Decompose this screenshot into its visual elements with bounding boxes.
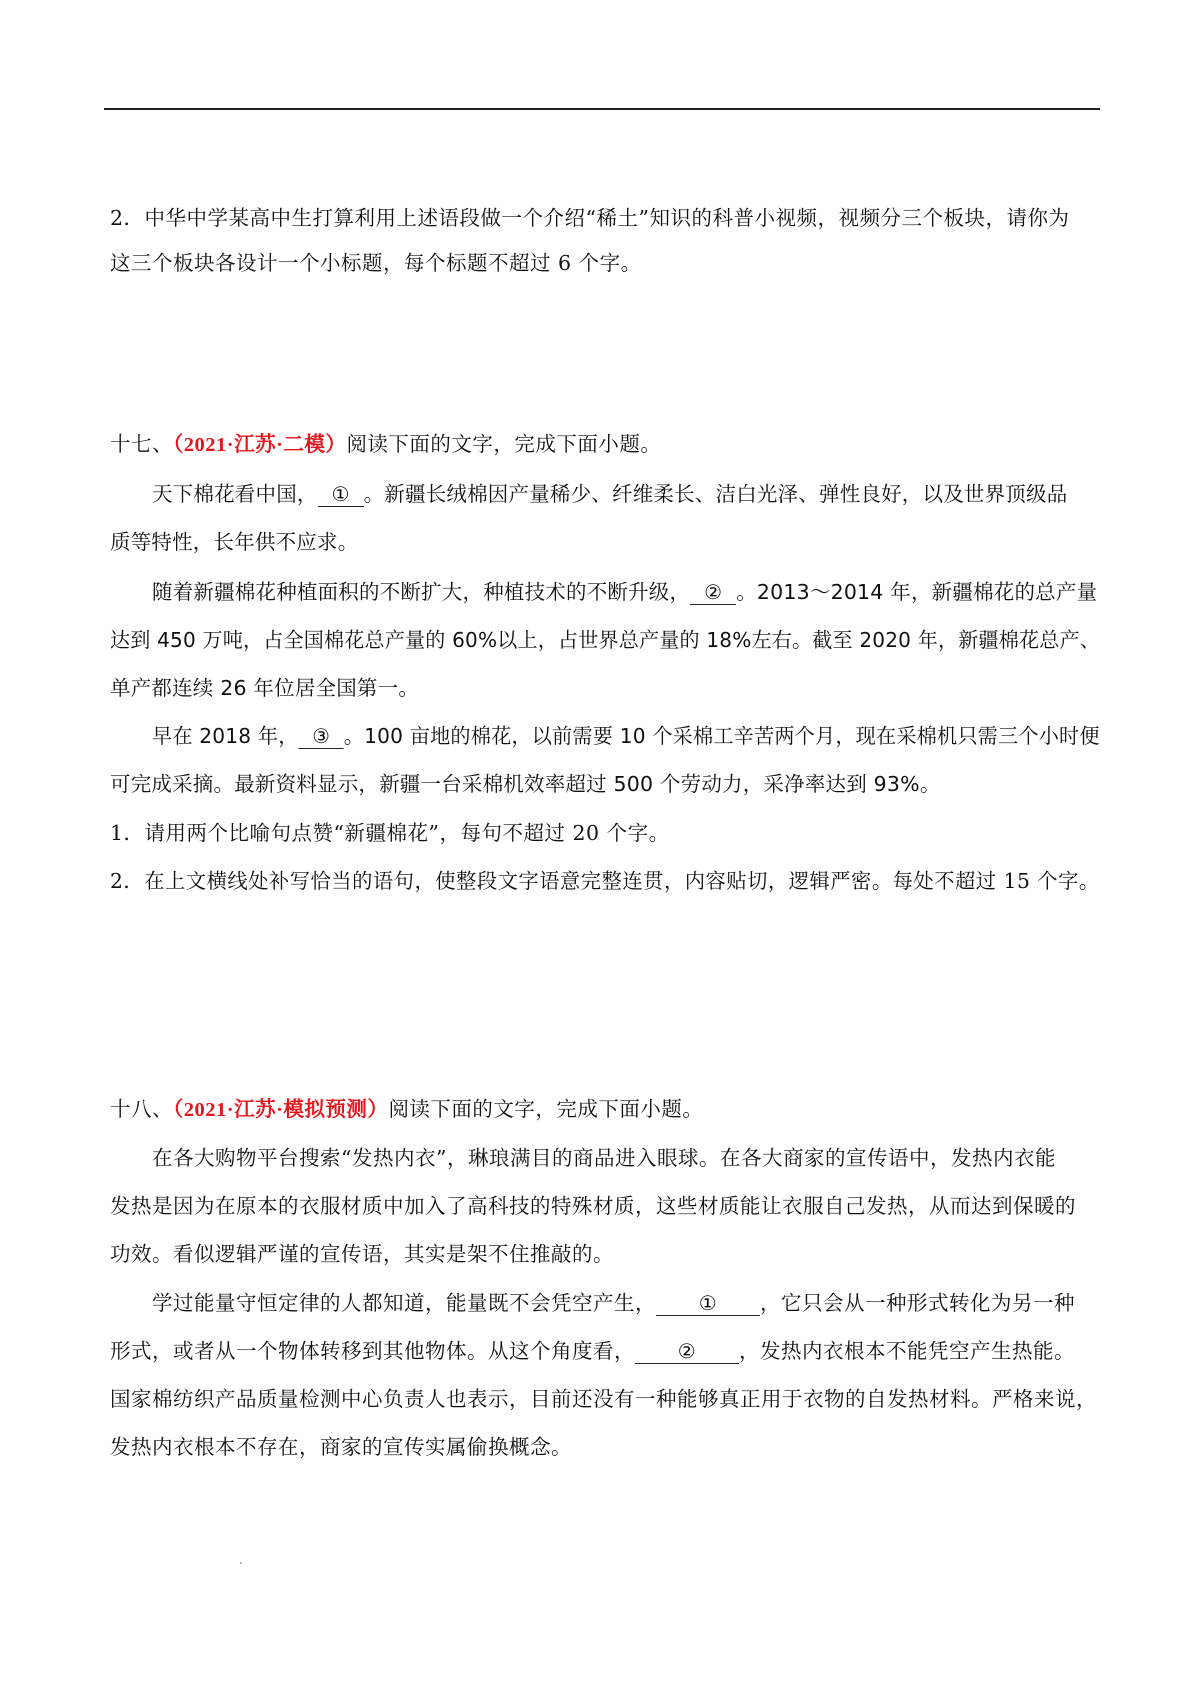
text-run: 学过能量守恒定律的人都知道，能量既不会凭空产生， <box>152 1291 656 1315</box>
header-rule <box>104 108 1100 110</box>
text-run: 形式，或者从一个物体转移到其他物体。从这个角度看， <box>110 1339 635 1363</box>
section-18-paragraph-2-line-1 <box>152 1288 1075 1318</box>
section-17-paragraph-1-line-1 <box>152 479 1067 509</box>
section-17-paragraph-3-line-2: 可完成采摘。最新资料显示，新疆一台采棉机效率超过 500 个劳动力，采净率达到 93%。 <box>110 772 941 796</box>
blank-2: ② <box>690 580 736 605</box>
text-run: 。100 亩地的棉花，以前需要 10 个采棉工辛苦两个月，现在采棉机只需三个小时便 <box>343 724 1100 748</box>
section-17-paragraph-2-line-2: 达到 450 万吨，占全国棉花总产量的 60%以上，占世界总产量的 18%左右。截至 2020 年，新疆棉花总产、 <box>110 628 1100 652</box>
section-17-instruction: 阅读下面的文字，完成下面小题。 <box>346 432 662 456</box>
page-speck <box>240 1562 242 1564</box>
section-18-paragraph-2-line-2 <box>110 1336 1075 1366</box>
text-run: 。新疆长绒棉因产量稀少、纤维柔长、洁白光泽、弹性良好，以及世界顶级品 <box>363 482 1068 506</box>
text-run: 随着新疆棉花种植面积的不断扩大，种植技术的不断升级， <box>152 580 691 604</box>
prev-question-2-line-1: 2．中华中学某高中生打算利用上述语段做一个介绍“稀土”知识的科普小视频，视频分三个板块，请你为 <box>110 206 1070 230</box>
section-18-paragraph-1-line-1: 在各大购物平台搜索“发热内衣”，琳琅满目的商品进入眼球。在各大商家的宣传语中，发热内衣能 <box>152 1146 1056 1170</box>
section-17-paragraph-2-line-3: 单产都连续 26 年位居全国第一。 <box>110 676 420 700</box>
text-run: 早在 2018 年， <box>152 724 299 748</box>
section-18-paragraph-2-line-4: 发热内衣根本不存在，商家的宣传实属偷换概念。 <box>110 1435 572 1459</box>
text-run: 。2013～2014 年，新疆棉花的总产量 <box>736 580 1098 604</box>
blank-2: ② <box>635 1339 739 1364</box>
text-run: ，发热内衣根本不能凭空产生热能。 <box>739 1339 1075 1363</box>
blank-1: ① <box>318 482 364 507</box>
blank-1: ① <box>656 1291 760 1316</box>
section-17-question-1: 1．请用两个比喻句点赞“新疆棉花”，每句不超过 20 个字。 <box>110 821 670 845</box>
section-18-instruction: 阅读下面的文字，完成下面小题。 <box>388 1097 704 1121</box>
text-run: 天下棉花看中国， <box>152 482 318 506</box>
section-17-number: 十七、 <box>110 432 173 456</box>
section-18-paragraph-1-line-2: 发热是因为在原本的衣服材质中加入了高科技的特殊材质，这些材质能让衣服自己发热，从而达到保暖的 <box>110 1194 1076 1218</box>
prev-question-2-line-2: 这三个板块各设计一个小标题，每个标题不超过 6 个字。 <box>110 251 642 275</box>
section-17-paragraph-2-line-1 <box>152 577 1097 607</box>
section-17-source-tag: （2021·江苏·二模） <box>173 434 347 456</box>
section-18-paragraph-2-line-3: 国家棉纺织产品质量检测中心负责人也表示，目前还没有一种能够真正用于衣物的自发热材料。严格来说， <box>110 1387 1097 1411</box>
section-18-number: 十八、 <box>110 1097 173 1121</box>
text-run: ，它只会从一种形式转化为另一种 <box>760 1291 1075 1315</box>
section-18-heading <box>110 1094 703 1125</box>
section-17-heading <box>110 429 661 460</box>
section-18-source-tag: （2021·江苏·模拟预测） <box>173 1099 389 1121</box>
blank-3: ③ <box>299 724 344 749</box>
section-17-paragraph-3-line-1 <box>152 721 1100 751</box>
section-17-paragraph-1-line-2: 质等特性，长年供不应求。 <box>110 530 359 554</box>
section-18-paragraph-1-line-3: 功效。看似逻辑严谨的宣传语，其实是架不住推敲的。 <box>110 1242 614 1266</box>
section-17-question-2: 2．在上文横线处补写恰当的语句，使整段文字语意完整连贯，内容贴切，逻辑严密。每处不超过 15 个字。 <box>110 869 1100 893</box>
